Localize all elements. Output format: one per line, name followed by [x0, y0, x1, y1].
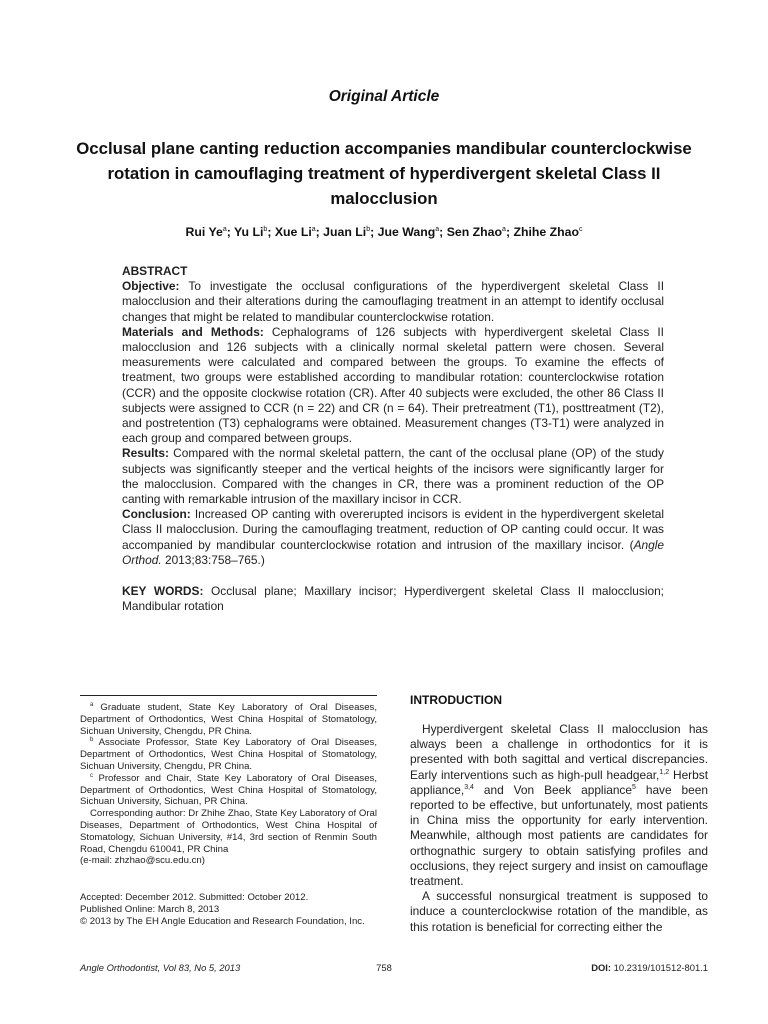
author-separator: ; — [370, 225, 378, 239]
author-name: Juan Li — [323, 225, 367, 239]
author-affiliation-mark: a — [311, 225, 316, 233]
author-name: Xue Li — [274, 225, 312, 239]
doi-value: 10.2319/101512-801.1 — [613, 962, 708, 973]
published-date: Published Online: March 8, 2013 — [80, 903, 220, 915]
intro-p1-part-d: have been reported to be effective, but unfortunately, most patients in China miss the opportunity for early intervention. Meanwhile, although most patients are candidates for orthognathic surgery to obtain satisfying profiles and occlusions, they reject surgery and insist on camouflage treatment. — [410, 782, 708, 889]
results-text: Compared with the normal skeletal pattern, the cant of the occlusal plane (OP) of the study subjects was significantly steeper and the vertical heights of the incisors were significantly larger for the malocclusion. Compared with the changes in CR, there was a prominent reduction of the OP canting with remarkable intrusion of the maxillary incisor in CCR. — [122, 446, 664, 507]
author-affiliation-mark: c — [579, 225, 583, 233]
intro-p1-part-a: Hyperdivergent skeletal Class II malocclusion has always been a challenge in orthodontics for it is presented with both sagittal and vertical discrepancies. Early interventions such as high-pull headgear, — [410, 722, 708, 782]
corresponding-email: (e-mail: zhzhao@scu.edu.cn) — [80, 855, 205, 867]
corresponding-author: Corresponding author: Dr Zhihe Zhao, State Key Laboratory of Oral Diseases, Department of Orthodontics, West China Hospital of Stomatology, Sichuan University, #14, 3rd section of Renmin South Road, Chengdu 610041, PR China — [80, 808, 377, 855]
affiliation-c-text: Professor and Chair, State Key Laboratory of Oral Diseases, Department of Orthodontics, West China Hospital of Stomatology, Sichuan University, Sichuan, PR China. — [80, 772, 377, 808]
abstract-heading: ABSTRACT — [122, 264, 188, 278]
author-separator: ; — [505, 225, 514, 239]
article-type-label: Original Article — [328, 88, 440, 105]
article-title: Occlusal plane canting reduction accompanies mandibular counterclockwise rotation in camouflaging treatment of hyperdivergent skeletal Class II malocclusion — [76, 139, 692, 208]
abstract-methods — [122, 325, 664, 447]
page-number: 758 — [376, 962, 392, 973]
author-affiliation-mark: b — [366, 225, 371, 233]
author-affiliation-mark: a — [502, 225, 506, 233]
abstract-conclusion — [122, 507, 664, 568]
author-entry — [234, 225, 275, 239]
introduction-heading: INTRODUCTION — [410, 693, 502, 707]
author-list — [60, 225, 708, 239]
keywords-section — [122, 584, 664, 614]
author-affiliation-mark: a — [222, 225, 227, 233]
affiliation-c — [80, 773, 377, 808]
author-affiliation-mark: a — [435, 225, 440, 233]
footnote-divider — [80, 695, 377, 696]
intro-paragraph-1 — [410, 722, 708, 889]
affiliation-b — [80, 737, 377, 772]
author-separator: ; — [267, 225, 275, 239]
author-name: Jue Wang — [377, 225, 436, 239]
affiliation-b-mark: b — [90, 737, 94, 744]
citation-text: 2013;83:758–765.) — [161, 552, 265, 567]
reference-mark-2: 3,4 — [464, 783, 474, 791]
author-name: Zhihe Zhao — [513, 225, 580, 239]
affiliation-c-mark: c — [90, 772, 93, 779]
abstract-objective — [122, 279, 664, 325]
affiliation-a-text: Graduate student, State Key Laboratory of Oral Diseases, Department of Orthodontics, West China Hospital of Stomatology, Sichuan University, Chengdu, PR China. — [80, 702, 377, 737]
footnotes-section — [80, 702, 377, 867]
author-separator: ; — [226, 225, 235, 239]
author-entry — [185, 225, 234, 239]
results-label: Results: — [122, 446, 169, 461]
author-separator: ; — [439, 225, 447, 239]
copyright-notice: © 2013 by The EH Angle Education and Research Foundation, Inc. — [80, 915, 365, 927]
abstract-results — [122, 446, 664, 507]
publication-dates — [80, 892, 377, 927]
author-entry — [323, 225, 377, 239]
methods-label: Materials and Methods: — [122, 324, 264, 339]
affiliation-b-text: Associate Professor, State Key Laboratory of Oral Diseases, Department of Orthodontics, West China Hospital of Stomatology, Sichuan University, Chengdu, PR China. — [80, 737, 377, 772]
conclusion-text: Increased OP canting with overerupted incisors is evident in the hyperdivergent skeletal Class II malocclusion. During the camouflaging treatment, reduction of OP canting could occur. It was accompanied by mandibular counterclockwise rotation and intrusion of the maxillary incisor. ( — [122, 507, 665, 552]
author-name: Sen Zhao — [446, 225, 503, 239]
author-entry — [513, 225, 582, 239]
affiliation-a — [80, 702, 377, 737]
author-separator: ; — [315, 225, 324, 239]
intro-paragraph-2: A successful nonsurgical treatment is supposed to induce a counterclockwise rotation of the mandible, as this rotation is beneficial for correcting either the — [410, 889, 708, 934]
methods-text: Cephalograms of 126 subjects with hyperdivergent skeletal Class II malocclusion and 126 subjects with a clinically normal skeletal pattern were chosen. Several measurements were calculated and compared between the groups. To examine the effects of treatment, two groups were established according to mandibular rotation: counterclockwise rotation (CCR) and the opposite clockwise rotation (CR). After 40 subjects were excluded, the other 86 Class II subjects were assigned to CCR (n = 22) and CR (n = 64). Their pretreatment (T1), posttreatment (T2), and postretention (T3) cephalograms were obtained. Measurement changes (T3-T1) were analyzed in each group and compared between groups. — [122, 324, 664, 446]
journal-abbrev: Angle Orthod. — [122, 537, 664, 567]
keywords-label: KEY WORDS: — [122, 584, 204, 598]
reference-mark-1: 1,2 — [659, 768, 670, 776]
objective-text: To investigate the occlusal configurations of the hyperdivergent skeletal Class II malocclusion and their alterations during the camouflaging treatment in an attempt to identify occlusal changes that might be related to mandibular counterclockwise rotation. — [122, 279, 664, 324]
author-entry — [275, 225, 323, 239]
objective-label: Objective: — [122, 279, 180, 294]
author-affiliation-mark: b — [263, 225, 268, 233]
keywords-text: Occlusal plane; Maxillary incisor; Hyperdivergent skeletal Class II malocclusion; Mandibular rotation — [122, 584, 664, 614]
author-name: Yu Li — [234, 225, 264, 239]
journal-citation-footer: Angle Orthodontist, Vol 83, No 5, 2013 — [80, 962, 241, 973]
abstract-section — [122, 264, 664, 568]
reference-mark-3: 5 — [632, 783, 636, 791]
doi-footer — [591, 962, 708, 973]
author-entry — [447, 225, 514, 239]
doi-label: DOI: — [591, 962, 612, 973]
intro-p1-part-b: Herbst appliance, — [410, 767, 708, 797]
intro-p1-part-c: and Von Beek appliance — [473, 782, 632, 797]
author-name: Rui Ye — [185, 225, 223, 239]
accepted-date: Accepted: December 2012. Submitted: October 2012. — [80, 892, 309, 903]
author-entry — [378, 225, 447, 239]
affiliation-a-mark: a — [90, 701, 94, 708]
introduction-body — [410, 722, 708, 935]
conclusion-label: Conclusion: — [122, 507, 191, 522]
